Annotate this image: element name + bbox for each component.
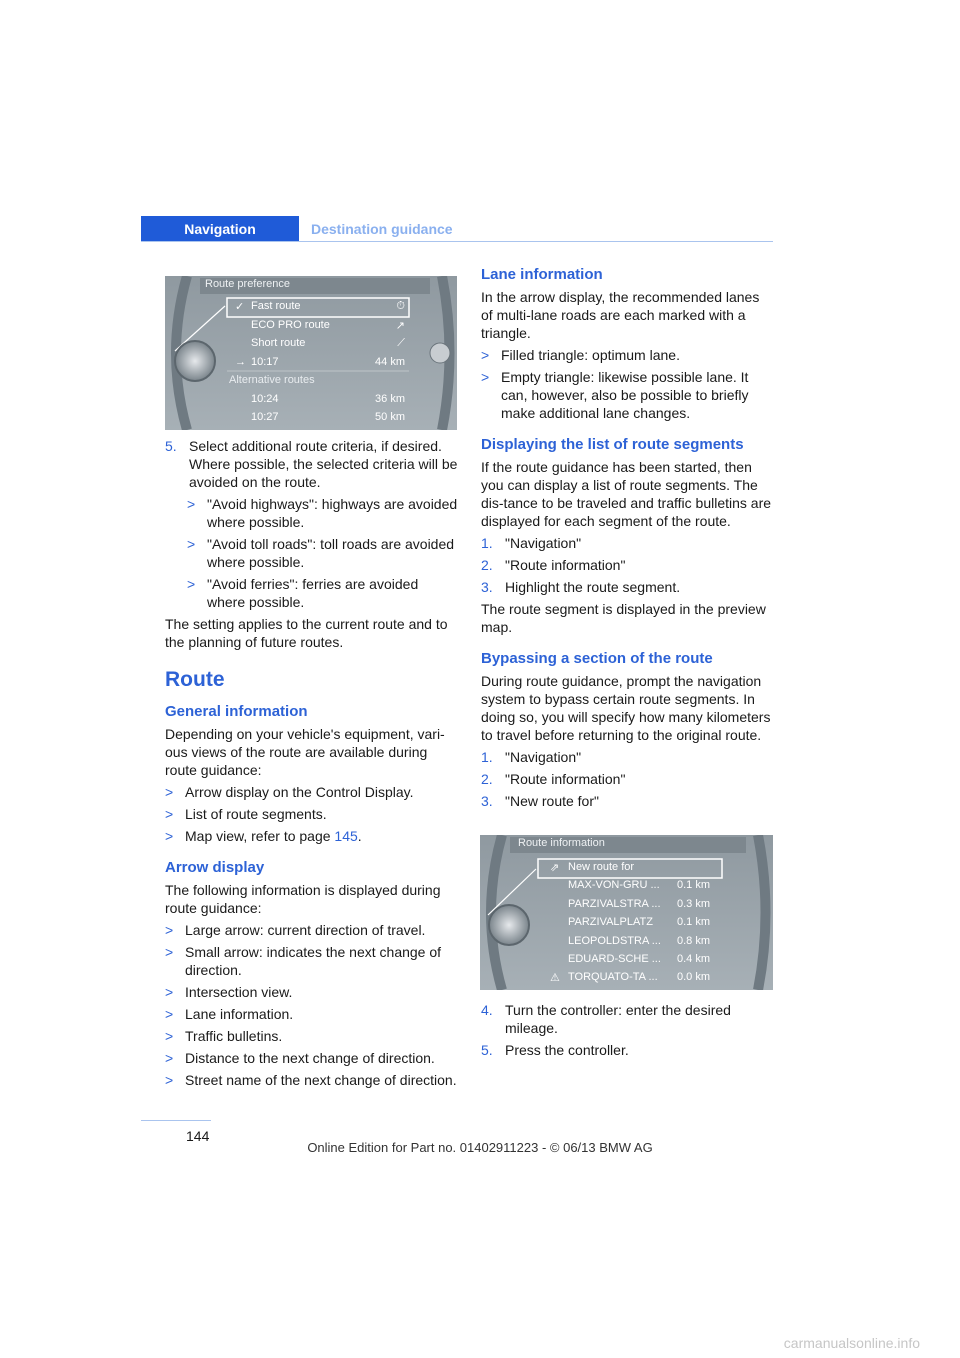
bullet-marker: > xyxy=(165,1006,174,1022)
screen2-row-label: LEOPOLDSTRA ... xyxy=(568,934,661,947)
step-item xyxy=(481,1001,773,1037)
bullet-marker: > xyxy=(165,828,174,844)
bullet-text: Large arrow: current direction of travel. xyxy=(185,922,426,938)
screen1-row-label: ECO PRO route xyxy=(251,318,330,331)
traffic-icon: ⚠ xyxy=(550,972,560,985)
lane-info-heading: Lane information xyxy=(481,266,603,283)
step-text: "Route information" xyxy=(505,771,626,787)
bullet-text: Map view, refer to page xyxy=(185,828,335,844)
step-5 xyxy=(165,437,460,491)
bullet-item xyxy=(165,827,460,845)
screen1-row xyxy=(235,319,405,338)
segments-note: The route segment is displayed in the preview map. xyxy=(481,601,766,635)
right-column xyxy=(481,254,773,814)
route-icon: ⇗ xyxy=(550,862,560,874)
bullet-marker: > xyxy=(165,984,174,1000)
left-column xyxy=(165,437,460,1093)
screen2-row xyxy=(550,879,710,897)
step-number: 1. xyxy=(481,749,493,765)
screen2-row-label: EDUARD-SCHE ... xyxy=(568,952,661,965)
bullet-marker: > xyxy=(481,369,490,385)
screen2-row-value: 0.8 km xyxy=(676,934,710,947)
step-number: 3. xyxy=(481,579,493,595)
bullet-marker: > xyxy=(165,1050,174,1066)
page-number: 144 xyxy=(186,1128,210,1144)
route-information-screenshot xyxy=(480,835,773,990)
bypass-heading: Bypassing a section of the route xyxy=(481,650,713,667)
general-info-heading: General information xyxy=(165,703,308,720)
screen2-row-label: New route for xyxy=(568,861,635,873)
bypass-text: During route guidance, prompt the navigation system to bypass certain route segments. In doing so, you will specify how many kilometers to travel before returning to the original route. xyxy=(481,673,771,743)
screen2-row xyxy=(550,935,710,953)
page-link[interactable]: 145 xyxy=(334,828,358,844)
bullet-text: Arrow display on the Control Display. xyxy=(185,784,414,800)
bullet-item xyxy=(165,1005,460,1023)
step-text: "New route for" xyxy=(505,793,599,809)
bullet-marker: > xyxy=(165,1028,174,1044)
bullet-item xyxy=(165,1027,460,1045)
arrow-display-text: The following information is displayed during route guidance: xyxy=(165,882,441,916)
segments-text: If the route guidance has been started, then you can display a list of route segments. The dis-tance to be traveled and traffic bulletins are displayed for each segment of the route. xyxy=(481,459,772,529)
step-number: 3. xyxy=(481,793,493,809)
bullet-text: Intersection view. xyxy=(185,984,293,1000)
step-number: 5. xyxy=(165,438,177,454)
bullet-marker: > xyxy=(481,347,490,363)
step-item xyxy=(481,556,773,574)
bullet-item xyxy=(187,575,460,611)
screen1-row xyxy=(235,356,405,375)
screen1-row-label: 10:27 xyxy=(251,411,279,423)
arrow-icon: → xyxy=(235,355,246,368)
screen1-row-label: Fast route xyxy=(251,300,301,312)
screen1-row xyxy=(235,337,405,356)
step-text: Select additional route criteria, if desired. Where possible, the selected criteria will be avoided on the route. xyxy=(189,438,458,490)
bullet-text: Small arrow: indicates the next change of direction. xyxy=(185,944,442,978)
step-text: "Route information" xyxy=(505,557,626,573)
bullet-item xyxy=(481,346,773,364)
screen2-row-value: 0.0 km xyxy=(676,971,710,984)
screen1-title: Route preference xyxy=(205,278,290,290)
general-info-text: Depending on your vehicle's equipment, vari-ous views of the route are available during route guidance: xyxy=(165,726,445,778)
clock-icon: ⏱ xyxy=(396,300,405,312)
screen2-row-value: 0.1 km xyxy=(676,879,710,892)
short-route-icon: ⟋ xyxy=(397,337,405,349)
screen1-row xyxy=(235,300,405,319)
step-item xyxy=(481,792,773,810)
step-text: Press the controller. xyxy=(505,1042,629,1058)
screen1-row xyxy=(235,393,405,412)
bullet-text: Street name of the next change of direction. xyxy=(185,1072,457,1088)
edition-footer: Online Edition for Part no. 01402911223 - © 06/13 BMW AG xyxy=(307,1140,653,1155)
arrow-display-heading: Arrow display xyxy=(165,859,265,876)
bullet-marker: > xyxy=(187,496,196,512)
header-section-tab: Navigation xyxy=(141,216,299,242)
screen1-row xyxy=(229,374,405,393)
screen2-row-label: TORQUATO-TA ... xyxy=(568,971,658,984)
step-number: 4. xyxy=(481,1002,493,1018)
screen2-row-label: PARZIVALPLATZ xyxy=(568,916,653,929)
bullet-text: Empty triangle: likewise possible lane. It can, however, also be possible to briefly make additional lane changes. xyxy=(501,369,749,421)
step-item xyxy=(481,770,773,788)
bullet-marker: > xyxy=(187,536,196,552)
screen2-row xyxy=(550,953,710,971)
watermark: carmanualsonline.info xyxy=(783,1335,920,1351)
screen1-row-value: 44 km xyxy=(375,355,405,368)
segments-heading: Displaying the list of route segments xyxy=(481,436,744,453)
header-rule xyxy=(141,241,773,242)
step-item xyxy=(481,534,773,552)
screen2-row-value: 0.3 km xyxy=(676,897,710,910)
bullet-marker: > xyxy=(165,922,174,938)
step-item xyxy=(481,578,773,596)
bullet-item xyxy=(187,495,460,531)
bullet-item xyxy=(481,368,773,422)
route-preference-screenshot xyxy=(165,276,457,430)
bullet-text: Filled triangle: optimum lane. xyxy=(501,347,680,363)
bullet-text: "Avoid toll roads": toll roads are avoided where possible. xyxy=(207,536,455,570)
bullet-text: Traffic bulletins. xyxy=(185,1028,283,1044)
bullet-item xyxy=(165,805,460,823)
route-heading: Route xyxy=(165,668,225,691)
bullet-marker: > xyxy=(187,576,196,592)
bullet-item xyxy=(165,783,460,801)
screen1-row-value: 36 km xyxy=(375,392,405,405)
screen2-row-label: PARZIVALSTRA ... xyxy=(568,897,661,910)
final-steps xyxy=(481,1001,773,1063)
screen2-row xyxy=(550,861,710,879)
screen2-title: Route information xyxy=(518,837,605,849)
bullet-item xyxy=(165,1071,460,1089)
screen1-row-label: 10:24 xyxy=(251,392,279,405)
bullet-item xyxy=(187,535,460,571)
bullet-text-end: . xyxy=(357,828,362,844)
check-icon: ✓ xyxy=(235,301,245,313)
step-text: "Navigation" xyxy=(505,749,582,765)
screen2-row xyxy=(550,971,710,989)
step-item xyxy=(481,748,773,766)
step-item xyxy=(481,1041,773,1059)
screen2-row xyxy=(550,916,710,934)
step-number: 2. xyxy=(481,557,493,573)
bullet-text: List of route segments. xyxy=(185,806,327,822)
screen2-row-value: 0.1 km xyxy=(676,916,710,929)
bullet-text: "Avoid highways": highways are avoided where possible. xyxy=(207,496,458,530)
leaf-icon: ↗ xyxy=(395,319,405,332)
header-subsection: Destination guidance xyxy=(311,221,453,237)
step-number: 5. xyxy=(481,1042,493,1058)
bullet-item xyxy=(165,921,460,939)
screen1-row-label: Short route xyxy=(251,337,306,349)
screen1-row xyxy=(235,411,405,430)
screen1-row-label: 10:17 xyxy=(251,355,279,368)
step-number: 1. xyxy=(481,535,493,551)
screen1-row-label: Alternative routes xyxy=(229,374,315,386)
screen1-list xyxy=(229,300,405,430)
bullet-text: "Avoid ferries": ferries are avoided where possible. xyxy=(207,576,419,610)
screen2-row xyxy=(550,898,710,916)
bullet-marker: > xyxy=(165,944,174,960)
bullet-text: Distance to the next change of direction. xyxy=(185,1050,435,1066)
setting-note: The setting applies to the current route and to the planning of future routes. xyxy=(165,616,448,650)
screen2-row-value: 0.4 km xyxy=(676,952,710,965)
screen2-list xyxy=(550,861,710,990)
lane-info-text: In the arrow display, the recommended lanes of multi-lane roads are each marked with a triangle. xyxy=(481,289,760,341)
bullet-item xyxy=(165,983,460,1001)
bullet-item xyxy=(165,943,460,979)
screen1-row-value: 50 km xyxy=(375,411,405,423)
step-number: 2. xyxy=(481,771,493,787)
step-text: "Navigation" xyxy=(505,535,582,551)
bullet-item xyxy=(165,1049,460,1067)
bullet-marker: > xyxy=(165,784,174,800)
bullet-marker: > xyxy=(165,1072,174,1088)
step-text: Turn the controller: enter the desired mileage. xyxy=(505,1002,731,1036)
step-text: Highlight the route segment. xyxy=(505,579,681,595)
page-number-rule xyxy=(141,1120,211,1121)
screen2-row-label: MAX-VON-GRU ... xyxy=(568,879,660,892)
bullet-text: Lane information. xyxy=(185,1006,294,1022)
bullet-marker: > xyxy=(165,806,174,822)
